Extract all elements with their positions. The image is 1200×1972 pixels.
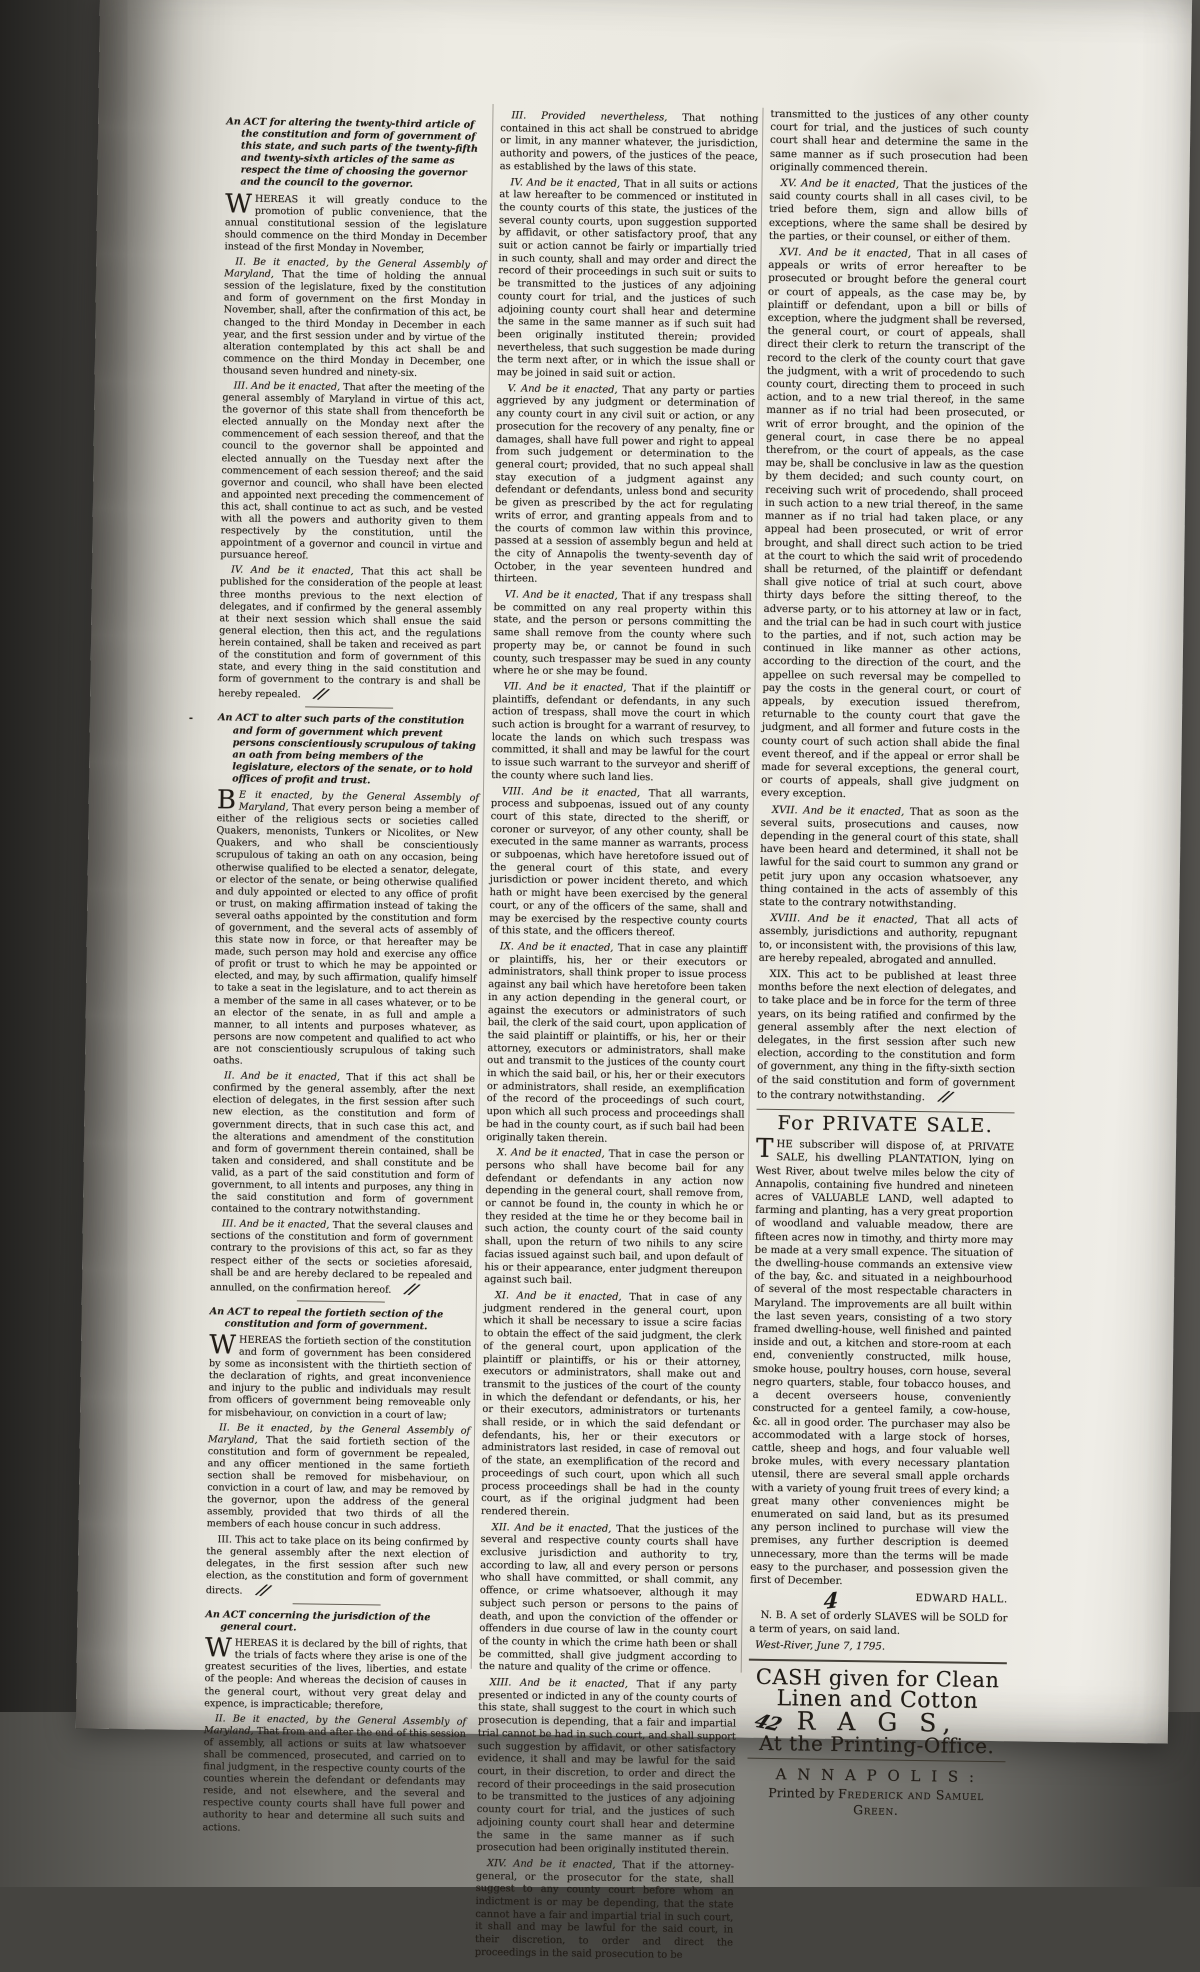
paragraph-text: That the time of holding the annual session of the legislature, fixed by the constitution and form of government on the first Monday in November, shall, after the confirmation of this act, be changed to the third Monday in December in each year, and the first session under and by virtue of the alteration contemplated by this act shall be and commence on the third Monday in December, one thousand seven hundred and ninety-six.: [223, 269, 486, 379]
paragraph-text: That any party or parties aggrieved by any judgment or determination of any county court in any civil suit or action, or any prosecution for the recovery of any penalty, fine or damages, shall have full power and right to appeal from such judgement or determination to the general court; provided, that no such appeal shall stay execution of a judgment against any defendant or defendants, unless bond and security be given as prescribed by the act for regulating writs of error, and granting appeals from and to the courts of common law within this province, passed at a session of assembly begun and held at the city of Annapolis the twenty-seventh day of October, in the year seventeen hundred and thirteen.: [494, 384, 755, 584]
caps-lead: HEREAS: [235, 1638, 278, 1650]
private-sale-heading: For PRIVATE SALE.: [756, 1117, 1014, 1134]
act-paragraph: [224, 193, 487, 257]
enacting-phrase: III. Provided nevertheless,: [511, 110, 667, 123]
paragraph-text: That the several clauses and sections of the constitution and form of government contrary to the provisions of this act, so far as they respect either of the sects or societies aforesaid, shall be and are hereby declared to be repealed and annulled, on the confirmation hereof.: [210, 1220, 473, 1295]
act-paragraph: [769, 177, 1028, 247]
enacting-phrase: III. And be it enacted,: [222, 1219, 330, 1231]
act-paragraph: [757, 968, 1017, 1106]
drop-cap: W: [209, 1334, 239, 1356]
act-paragraph: [208, 1334, 471, 1422]
nota-bene: [749, 1609, 1007, 1639]
paragraph-text: it is declared by the bill of rights, that the trials of facts where they arise is one of the greatest securities of the lives, liberties, and estate of the people: And whereas the decision of causes in the general court, without very great delay and expence, is impracticable; therefore,: [204, 1638, 467, 1711]
paragraph-text: That all acts of assembly, jurisdictions and authority, repugnant to, or inconsistent with, the provisions of this law, are hereby repealed, abrogated and annulled.: [759, 915, 1018, 967]
paragraph-text: That in case the person or persons who shall have become bail for any defendant or defendants in any action now depending in the general court, shall remove from, or cannot be found in, the county in which he or they resided at the time he or they become bail in such action, the county court of the said county shall, upon the return of two nihils to any scire facias issued against such bail, and upon default of his or their appearance, enter judgment thereupon against such bail.: [484, 1149, 744, 1287]
act-paragraph: [211, 1070, 475, 1219]
act-paragraph: [204, 1637, 467, 1713]
private-sale-ad: [750, 1138, 1014, 1590]
newspaper-page: [76, 0, 1192, 1744]
enacting-phrase: III. And be it enacted,: [234, 380, 341, 392]
act-paragraph: [481, 1290, 742, 1522]
act-paragraph: [500, 110, 759, 177]
paragraph-text: That from and after the end of this session of assembly, all actions or suits at law whatsoever shall be commenced, prosecuted, and carried on to final judgment, in the respective county courts of the counties wherein the defendant or defendants may reside, and not elsewhere, and the several and respective county courts shall have full power and authority to hear and determine all such suits and actions.: [202, 1726, 465, 1834]
rags-ad-line: CASH given for Clean: [749, 1671, 1007, 1688]
act-title: An ACT concerning the jurisdiction of the general court.: [205, 1609, 467, 1637]
enacting-phrase: V. And be it enacted,: [508, 383, 618, 396]
enacting-phrase: VIII. And be it enacted,: [502, 786, 640, 799]
act-paragraph: [223, 256, 487, 381]
drop-cap: B: [217, 789, 239, 811]
act-title-text: An ACT to alter such parts of the constitution and form of government which prevent persons conscientiously scrupulous of taking an oath from being members of the legislature, electors of the senate, or to hold offices of profit and trust.: [218, 713, 476, 787]
imprint-city: A N N A P O L I S :: [747, 1767, 1005, 1784]
act-paragraph: [207, 1422, 470, 1534]
paragraph-text: That if the attorney-general, or the prosecutor for the state, shall suggest to any county court before whom an indictment is or may be depending, that the state cannot have a fair and impartial trial in such court, it shall and may be lawful for the said court, in their discretion, to order and direct the proceedings in the said prosecution to be: [475, 1860, 734, 1961]
paragraph-text: That nothing contained in this act shall be construed to abridge or limit, in any manner whatever, the jurisdiction, authority and powers, of the justices of the peace, as established by the laws of this state.: [500, 112, 759, 174]
enacting-phrase: XVII. And be it enacted,: [772, 804, 905, 817]
act-paragraph: [210, 1218, 473, 1297]
act-paragraph: [770, 108, 1029, 178]
enacting-phrase: XIII. And be it enacted,: [489, 1677, 628, 1690]
enacting-phrase: XI. And be it enacted,: [495, 1290, 622, 1303]
paragraph-text: That this act shall be published for the consideration of the people at least three months previous to the next election of delegates, and if confirmed by the general assembly at their next session which shall ensue the said general election, then this act, and the regulations herein contained, shall be taken and received as part of the constitution and form of government of this state, and every thing in the said constitution and form of government to the contrary is and shall be hereby repealed.: [218, 566, 482, 700]
rags-ad-line: [748, 1714, 1006, 1731]
enacting-phrase: E it enacted, by the General Assembly of Maryland,: [239, 789, 479, 813]
rags-ad-line: Linen and Cotton: [748, 1692, 1006, 1709]
enacting-phrase: X. And be it enacted,: [497, 1147, 605, 1160]
paragraph-text: That every person being a member of either of the religious sects or societies called Quakers, menonists, Tunkers or Nicolites, or New Quakers, and who shall be conscientiously scrupulous of taking an oath on any occasion, being otherwise qualified to be elected a senator, delegate, or elector of the senate, or being otherwise qualified and duly appointed or elected to any office of profit or trust, on making affirmation instead of taking the several oaths appointed by the constitution and form of government, and the several acts of assembly of this state now in force, or that hereafter may be made, such person may hold and exercise any office of profit or trust to which he may be appointed or elected, and may, by such affirmation, qualify himself to take a seat in the legislature, and to act therein as a member of the same in all cases whatever, or to be an elector of the senate, in as full and ample a manner, to all intents and purposes whatever, as persons are now competent and qualified to act who are not conscientiously scrupulous of taking such oaths.: [213, 802, 479, 1066]
paragraph-text: That in all suits or actions at law hereafter to be commenced or instituted in the county courts of this state, the justices of the several county courts, upon suggestion supported by affidavit, or other satisfactory proof, that any suit or action cannot be fairly or impartially tried in such county, shall and may order and direct the record of their proceedings in such suit or suits to be transmitted to the justices of any adjoining county court for trial, and the justices of such adjoining county court shall hear and determine the same in the same manner as if such suit had been originally instituted therein; provided nevertheless, that such suggestion be made during the term next after, or in which the issue shall or may be joined in said suit or action.: [497, 178, 758, 380]
column-2: [475, 110, 759, 1966]
paragraph-text: XIX. This act to be published at least three months before the next election of delegates, and to take place and be in force for the term of three years, on its being ratified and confirmed by the general assembly after the next election of delegates, in the first session after such new election, according to the constitution and form of government, any thing in the fifty-sixth section of the said constitution and form of government to the contrary notwithstanding.: [757, 969, 1017, 1103]
act-title: An ACT to repeal the fortieth section of the constitution and form of government.: [209, 1306, 471, 1334]
paragraph-text: That after the meeting of the general assembly of Maryland in virtue of this act, the governor of this state shall from thenceforth be elected annually on the Monday next after the commencement of each session thereof, and that the council to the governor shall be appointed and elected annually on the Tuesday next after the commencement of each session thereof; and the said governor and council, who shall have been elected and appointed next preceding the commencement of this act, shall continue to act as such, and be vested with all the powers and authority given to them respectively by the constitution, until the appointment of a governor and council in virtue and pursuance hereof.: [220, 382, 484, 562]
imprint-surname: Green.: [747, 1802, 1005, 1819]
paragraph-text: III. This act to take place on its being confirmed by the general assembly after the next election of delegates, in the first session after such new election, as the constitution and form of government directs.: [206, 1534, 469, 1597]
act-paragraph: [761, 246, 1027, 804]
enacting-phrase: VII. And be it enacted,: [503, 681, 626, 694]
section-rule: [297, 1300, 385, 1302]
paragraph-text: That in case of any judgment rendered in the general court, upon which it shall be necessary to issue a scire facias to obtain the effect of the said judgment, the clerk of the general court, upon application of the plaintiff or plaintiffs, or his or their attorney, executors or administrators, shall make out and transmit to the justices of the court of the county in which the defendant or defendants, or his, her or their executors, administrators or turtenants shall reside, or in which the said defendant or defendants, his, her or their executors or administrators last resided, in case of removal out of the state, an exemplification of the record and proceedings of such court, upon which all such process proceedings shall be had in the county court, as if the original judgment had been rendered therein.: [481, 1292, 742, 1518]
act-paragraph: [202, 1713, 466, 1838]
pen-mark: //: [303, 685, 328, 700]
act-paragraph: [759, 803, 1018, 912]
paragraph-text: That if any trespass shall be committed on any real property within this state, and the person or persons committing the same shall remove from the county where such property may be, or cannot be found in such county, such trespasser may be sued in any county where he or she may be found.: [493, 591, 752, 679]
imprint-divider-rule: [747, 1757, 1005, 1762]
paragraph-text: it will greatly conduce to the promotion of public convenience, that the annual constitutional session of the legislature should commence on the third Monday in December instead of the first Monday in November,: [224, 194, 487, 255]
paragraph-text: the fortieth section of the constitution and form of government has been considered by some as inconsistent with the thirtieth section of the declaration of rights, and great inconvenience and injury to the public and individuals may result from officers of government being removeable only for misbehaviour, on conviction in a court of law;: [208, 1335, 471, 1421]
rags-ad-line: At the Printing-Office.: [748, 1736, 1006, 1753]
paragraph-text: That as soon as the several suits, prosecutions and causes, now depending in the general court of this state, shall have been heard and determined, it shall not be lawful for the said court to summon any grand or petit jury upon any occasion whatsoever, any thing contained in the acts of assembly of this state to the contrary notwithstanding.: [759, 806, 1018, 910]
drop-cap: W: [225, 193, 255, 215]
rags-word: R A G S,: [796, 1707, 957, 1738]
act-paragraph: [218, 565, 482, 705]
act-paragraph: [497, 177, 758, 384]
act-paragraph: [479, 1522, 739, 1678]
enacting-phrase: XV. And be it enacted,: [780, 178, 899, 191]
paragraph-text: That in case any plaintiff or plaintiffs, his, her or their executors or administrators, shall think proper to issue process against any bail which have heretofore been taken in any action depending in the general court, or against the executors or administrators of such bail, the clerk of the said court, upon application of the said plaintiff or plaintiffs, or his, her or their attorney, executors or administrators, shall make out and transmit to the justices of the county court in which the said bail, or his, her or their executors or administrators, shall reside, an exemplification of the record of the proceedings of such court, upon which all such process and proceedings shall be had in the county court, as if such bail had been originally taken therein.: [486, 943, 747, 1144]
section-rule: [305, 707, 393, 709]
drop-cap: T: [756, 1138, 777, 1160]
paragraph-text: That the justices of the several and respective county courts shall have exclusive jurisdiction and authority to try, according to law, all and every person or persons who shall have committed, or shall commit, any offence, or crime whatsoever, although it may subject such person or persons to the pains of death, and upon the conviction of the offender or offenders in due course of law in the county court of the county in which the crime hath been or shall be committed, shall give judgment according to the nature and quality of the crime or offence.: [479, 1523, 739, 1675]
act-paragraph: [759, 912, 1018, 968]
paragraph-text: That the justices of the said county courts shall in all cases civil, to be tried before them, sign and allow bills of exceptions, where the same shall be desired by the parties, or their counsel, or either of them.: [769, 180, 1028, 245]
enacting-phrase: II. Be it enacted, by the General Assembly of Maryland,: [204, 1713, 466, 1737]
act-paragraph: [213, 789, 479, 1071]
ad-divider-rule: [749, 1659, 1007, 1665]
column-3: [747, 108, 1029, 1819]
act-paragraph: [220, 380, 485, 565]
pen-mark: //: [927, 1088, 952, 1104]
nb-text: N. B. A set of orderly SLAVES will be SOLD for a term of years, on said land.: [749, 1610, 1007, 1636]
act-paragraph: [484, 1147, 744, 1290]
enacting-phrase: XIV. And be it enacted,: [487, 1858, 616, 1871]
act-paragraph: [493, 589, 752, 682]
paragraph-text: That if this act shall be confirmed by the general assembly, after the next election of delegates, in the first session after such new election, as the constitution and form of government directs, that in such case this act, and the alterations and amendment of the constitution and form of government therein contained, shall be taken and considered, and shall constitute and be valid, as a part of the said constitution and form of government, to all intents and purposes, any thing in the said constitution and form of government contained to the contrary notwithstanding.: [211, 1072, 475, 1217]
pen-mark: //: [245, 1581, 270, 1596]
act-paragraph: [476, 1677, 736, 1858]
enacting-phrase: II. And be it enacted,: [224, 1070, 340, 1083]
paragraph-text: That in all cases of appeals or writs of error hereafter to be prosecuted or brought before the general court or court of appeals, as the case may be, by plaintiff or defendant, upon a bill or bills of exception, where the judgment shall be reversed, the general court, or court of appeals, shall direct their clerk to return the transcript of the record to the clerk of the county court that gave the judgment, with a writ of procedendo to such county court, directing them to proceed in such action, and to a new trial thereof, in the same manner as if no trial had been prosecuted, or writ of error brought, and the opinion of the general court, in case there be no appeal therefrom, or the court of appeals, as the case may be, shall be conclusive in law as the question by them decided; and such county court, on receiving such writ of procedendo, shall proceed in such action to a new trial thereof, in the same manner as if no trial had taken place, or any appeal had been prosecuted, or writ of error brought, and shall direct such action to be tried at the court to which the said writ of procedendo shall be returned, of the plaintiff or defendant shall give notice of trial at such court, above thirty days before the sitting thereof, to the adverse party, or to his attorney at law or in fact, and the trial can be had in such court with justice to the parties, and if not, such action may be continued in like manner as other actions, according to the direction of the court, and the appellee on such reversal may be compelled to pay the costs in the general court, or court of appeals, by execution issued therefrom, returnable to the county court that gave the judgment, and all former and future costs in the county court of such action shall abide the final event thereof, and if the appeal or error shall be made for several exceptions, the general court, or courts of appeals, shall give judgment on every exception.: [761, 249, 1027, 800]
enacting-phrase: IV. And be it enacted,: [510, 177, 620, 190]
rags-ad: [748, 1671, 1007, 1753]
act-paragraph: [489, 786, 749, 942]
paragraph-text: That all warrants, process and subpoenas, issued out of any county court of this state, directed to the sheriff, or coroner or surveyor, of any other county, shall be executed in the same manner as warrants, process or subpoenas, which have heretofore issued out of the general court of this state, and every jurisdiction or power incident thereto, and which hath or might have been exercised by the general court, or any of the officers of the same, shall and may be exercised by the respective county courts of this state, and the officers thereof.: [489, 788, 749, 939]
imprint-printers: [747, 1786, 1005, 1803]
act-title: An ACT for altering the twenty-third article of the constitution and form of government of this state, and such parts of the twenty-fifth and twenty-sixth articles of the same as respect the time of choosing the governor and the council to the governor.: [225, 116, 488, 192]
paragraph-text: That if any party presented or indicted in any of the county courts of this state, shall suggest to the court in which such prosecution is depending, that a fair and impartial trial cannot be had in such court, and shall support such suggestion by affidavit, or other satisfactory evidence, it shall and may be lawful for the said court, in their discretion, to order and direct the record of their proceedings in the said prosecution to be transmitted to the justices of any adjoining county court for trial, and the justices of such adjoining county court shall hear and determine the same in the same manner as if such prosecution had been originally instituted therein.: [476, 1679, 736, 1857]
imprint-prefix: Printed by: [768, 1785, 838, 1801]
caps-lead: HEREAS: [255, 193, 298, 205]
drop-cap: W: [205, 1637, 235, 1659]
enacting-phrase: II. Be it enacted, by the General Assembly of Maryland,: [208, 1422, 470, 1446]
act-title: [217, 713, 480, 789]
ad-text: HE subscriber will dispose of, at PRIVATE SALE, his dwelling PLANTATION, lying on West River, about twelve miles below the city of Annapolis, containing five hundred and nineteen acres of VALUABLE LAND, well adapted to farming and planting, has a very great proportion of woodland and valuable meadow, there are fifteen acres now in timothy, and thirty more may be made at a very small expence. The situation of the dwelling-house commands an extensive view of the bay, &c. and situated in a neighbourhood of several of the most respectable characters in Maryland. The improvements are all built within the last seven years, consisting of a two story framed dwelling-house, well finished and painted inside and out, a kitchen and store-room at each end, conveniently constructed, milk house, smoke house, poultry houses, corn house, several negro quarters, stable, four tobacco houses, and a decent overseers house, conveniently constructed for a genteel family, a cow-house, &c. all in good order. The purchaser may also be accommodated with a large stock of horses, cattle, sheep and hogs, and four valuable well broke mules, with every necessary plantation utensil, there are several small apple orchards with a variety of young fruit trees of every kind; a great many other conveniences might be enumerated on said land, but as its presumed any person inclined to purchase will view the premises, any further description is deemed unnecessary, more than the terms will be made easy to the purchaser, and possession given the first of December.: [750, 1139, 1014, 1587]
act-paragraph: [494, 383, 755, 590]
paragraph-text: That the said fortieth section of the constitution and form of government be repealed, and any officer mentioned in the same fortieth section shall be removed for misbehaviour, on conviction in a court of law, and may be removed by the governor, upon the address of the general assembly, provided that two thirds of all the members of each house concur in such address.: [207, 1435, 470, 1533]
imprint-names: Frederick and Samuel: [838, 1786, 984, 1803]
printer-imprint: [747, 1767, 1006, 1818]
caps-lead: HEREAS: [239, 1335, 282, 1347]
enacting-phrase: IV. And be it enacted,: [231, 565, 354, 578]
act-paragraph: [206, 1534, 469, 1601]
enacting-phrase: XII. And be it enacted,: [492, 1522, 612, 1535]
paragraph-text: That if the plaintiff or plaintiffs, defendant or defendants, in any such action of trespass, shall move the court in which such action is brought for a warrant of resurvey, to locate the lands on which such trespass was committed, it shall and may be lawful for the court to issue such warrant to the surveyor and sheriff of the county where such land lies.: [491, 683, 750, 783]
enacting-phrase: XVIII. And be it enacted,: [770, 913, 917, 926]
act-paragraph: [491, 681, 750, 786]
pen-mark: 4: [812, 1593, 837, 1609]
paragraph-text: transmitted to the justices of any other county court for trial, and the justices of such county court shall hear and determine the same in the same manner as if such prosecution had been originally commenced therein.: [770, 109, 1029, 175]
section-rule: [293, 1603, 381, 1605]
pen-mark: 42: [752, 1715, 782, 1732]
column-1: [202, 110, 488, 1840]
act-paragraph: [475, 1858, 734, 1963]
enacting-phrase: IX. And be it enacted,: [500, 941, 614, 954]
enacting-phrase: II. Be it enacted, by the General Assembly of Maryland,: [224, 256, 486, 280]
enacting-phrase: XVI. And be it enacted,: [779, 247, 911, 260]
pen-mark: //: [394, 1280, 419, 1295]
dateline: West-River, June 7, 1795.: [749, 1638, 1007, 1655]
enacting-phrase: VI. And be it enacted,: [505, 589, 618, 602]
signature: EDWARD HALL.: [750, 1590, 1008, 1607]
act-paragraph: [486, 941, 747, 1148]
